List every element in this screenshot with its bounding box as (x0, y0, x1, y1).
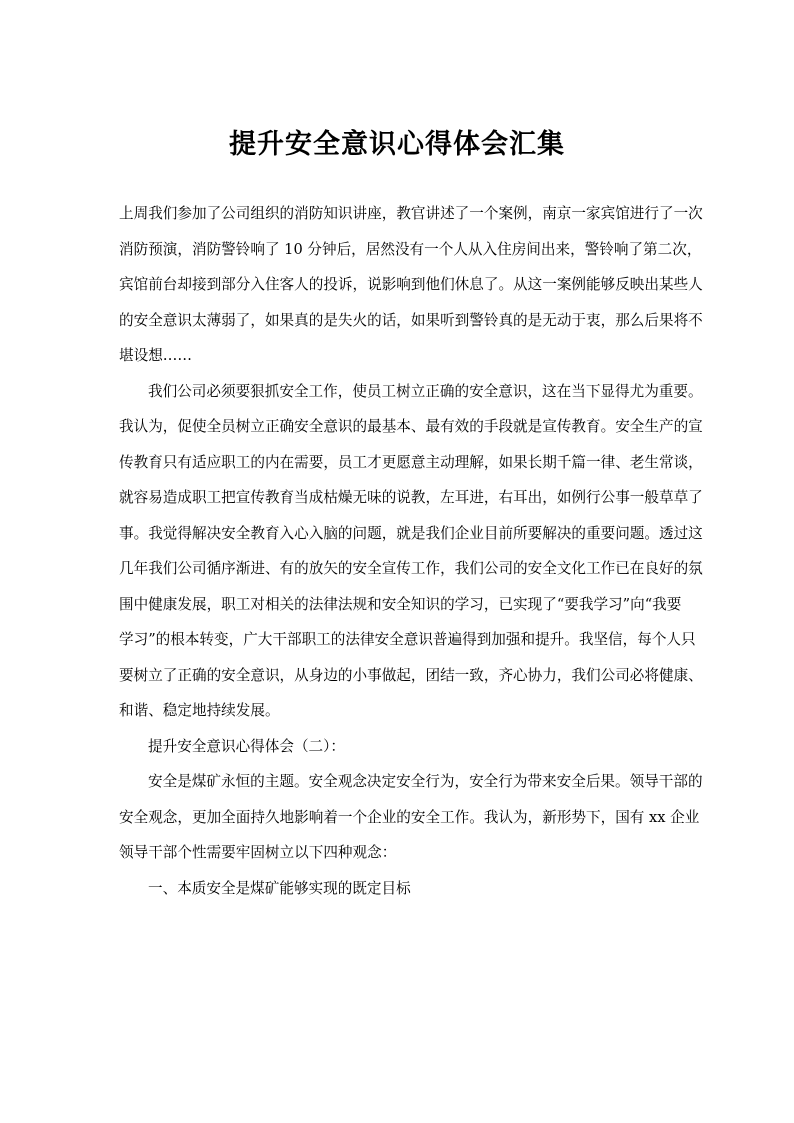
paragraph-line: 堪设想…… (119, 347, 192, 364)
paragraph-line: 要树立了正确的安全意识，从身边的小事做起，团结一致，齐心协力，我们公司必将健康、 (119, 666, 703, 684)
paragraph-line: 的安全意识太薄弱了，如果真的是失火的话，如果听到警铃真的是无动于衷，那么后果将不 (119, 311, 703, 329)
paragraph-line: 就容易造成职工把宣传教育当成枯燥无味的说教，左耳进，右耳出，如例行公事一般草草了 (119, 489, 703, 506)
subsection-heading: 一、本质安全是煤矿能够实现的既定目标 (148, 879, 411, 897)
paragraph-line: 我们公司必须要狠抓安全工作，使员工树立正确的安全意识，这在当下显得尤为重要。 (148, 382, 703, 400)
paragraph-line: 几年我们公司循序渐进、有的放矢的安全宣传工作，我们公司的安全文化工作已在良好的氛 (119, 560, 703, 577)
document-body (119, 201, 703, 911)
paragraph-line: 我认为，促使全员树立正确安全意识的最基本、最有效的手段就是宣传教育。安全生产的宣 (119, 418, 703, 435)
paragraph-line: 宾馆前台却接到部分入住客人的投诉，说影响到他们休息了。从这一案例能够反映出某些人 (119, 276, 703, 293)
paragraph-line: 消防预演，消防警铃响了 10 分钟后，居然没有一个人从入住房间出来，警铃响了第二次， (119, 240, 702, 258)
paragraph-line: 和谐、稳定地持续发展。 (119, 702, 280, 719)
paragraph-line: 事。我觉得解决安全教育入心入脑的问题，就是我们企业目前所要解决的重要问题。透过这 (119, 524, 703, 542)
paragraph-line: 围中健康发展，职工对相关的法律法规和安全知识的学习，已实现了“要我学习”向“我要 (119, 595, 682, 613)
paragraph-line: 安全观念，更加全面持久地影响着一个企业的安全工作。我认为，新形势下，国有 xx 企业 (119, 808, 700, 826)
paragraph-line: 安全是煤矿永恒的主题。安全观念决定安全行为，安全行为带来安全后果。领导干部的 (148, 773, 703, 790)
paragraph-line: 领导干部个性需要牢固树立以下四种观念： (119, 844, 397, 861)
section-heading: 提升安全意识心得体会（二）： (148, 737, 346, 755)
paragraph-line: 传教育只有适应职工的内在需要，员工才更愿意主动理解，如果长期千篇一律、老生常谈， (119, 453, 703, 471)
paragraph-line: 上周我们参加了公司组织的消防知识讲座，教官讲述了一个案例，南京一家宾馆进行了一次 (119, 205, 703, 222)
paragraph-line: 学习”的根本转变，广大干部职工的法律安全意识普遍得到加强和提升。我坚信，每个人只 (119, 631, 696, 648)
document-title: 提升安全意识心得体会汇集 (229, 129, 565, 160)
